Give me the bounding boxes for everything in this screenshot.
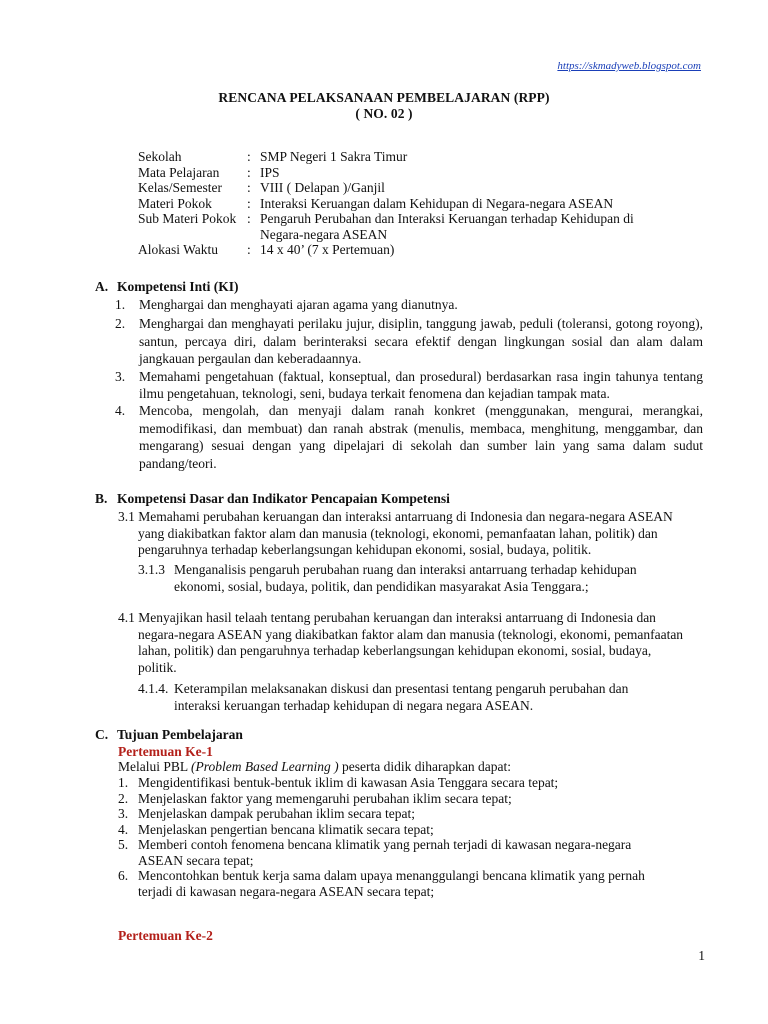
list-text: Menghargai dan menghayati perilaku jujur, disiplin, tanggung jawab, peduli (toleransi, gotong royong), santun, percaya diri, dalam berinteraksi secara efektif dengan lingkungan sosial dan alam dalam jangkauan pergaulan dan keberadaannya.: [139, 316, 703, 367]
list-item: [118, 822, 678, 838]
meeting-1-heading: Pertemuan Ke-1: [118, 744, 213, 759]
indicator-text: [174, 562, 637, 595]
list-text: Mengidentifikasi bentuk-bentuk iklim di kawasan Asia Tenggara secara tepat;: [138, 775, 559, 790]
list-item: [115, 402, 703, 472]
list-text: Mencontohkan bentuk kerja sama dalam upaya menanggulangi bencana klimatik yang pernah terjadi di kawasan negara-negara ASEAN secara tepat;: [138, 868, 645, 899]
section-title: Kompetensi Dasar dan Indikator Pencapaian Kompetensi: [117, 491, 450, 506]
indicator-number: 3.1.3: [138, 562, 165, 577]
list-text: Menjelaskan pengertian bencana klimatik secara tepat;: [138, 821, 434, 837]
list-item: [115, 315, 703, 367]
info-separator: :: [247, 242, 251, 257]
info-row: [138, 149, 660, 165]
list-item: [115, 368, 703, 403]
section-letter: C.: [95, 727, 109, 742]
indicator-3-1-3: [138, 562, 698, 595]
kd-line: 4.1 Menyajikan hasil telaah tentang perubahan keruangan dan interaksi antarruang di Indonesia dan: [118, 610, 656, 625]
info-row: [138, 180, 660, 196]
list-number: 4.: [115, 403, 126, 419]
info-label: Mata Pelajaran: [138, 164, 220, 180]
intro-method: (Problem Based Learning ): [191, 759, 339, 774]
indicator-line: Menganalisis pengaruh perubahan ruang dan interaksi antarruang terhadap kehidupan: [174, 562, 637, 577]
kd-continuation: yang diakibatkan faktor alam dan manusia (teknologi, ekonomi, pemanfaatan lahan, politik) dan pengaruhnya terhadap keberlangsungan kehidupan ekonomi, sosial, budaya, politik.: [138, 525, 658, 557]
learning-intro: [118, 759, 511, 775]
info-value: VIII ( Delapan )/Ganjil: [260, 180, 385, 195]
indicator-4-1-4: [138, 681, 698, 714]
list-text: Menghargai dan menghayati ajaran agama yang dianutnya.: [139, 297, 458, 312]
indicator-line: Keterampilan melaksanakan diskusi dan presentasi tentang pengaruh perubahan dan: [174, 681, 629, 696]
list-number: 5.: [118, 837, 129, 852]
info-label: Sub Materi Pokok: [138, 211, 237, 226]
section-c-heading: [95, 727, 243, 743]
learning-objectives-list: [118, 775, 678, 899]
list-text: Memahami pengetahuan (faktual, konseptual, dan prosedural) berdasarkan rasa ingin tahunya tentang ilmu pengetahuan, teknologi, seni, budaya terkait fenomena dan kejadian tampak mata.: [139, 368, 703, 402]
page-number: 1: [698, 948, 705, 963]
list-item: [118, 775, 678, 791]
info-separator: :: [247, 180, 251, 195]
list-text: Menjelaskan faktor yang memengaruhi perubahan iklim secara tepat;: [138, 790, 512, 806]
info-separator: :: [247, 195, 251, 211]
intro-suffix: peserta didik diharapkan dapat:: [338, 759, 512, 774]
basic-competence-3-1: [118, 509, 718, 559]
indicator-line: ekonomi, sosial, budaya, politik, dan pendidikan masyarakat Asia Tenggara.;: [174, 578, 589, 594]
list-number: 6.: [118, 868, 129, 883]
info-value: Pengaruh Perubahan dan Interaksi Keruangan terhadap Kehidupan di Negara-negara ASEAN: [260, 211, 634, 242]
info-row: [138, 242, 660, 258]
identity-table: [138, 149, 660, 258]
kd-line: 3.1 Memahami perubahan keruangan dan interaksi antarruang di Indonesia dan negara-negara ASEAN: [118, 509, 673, 524]
basic-competence-4-1: [118, 610, 718, 676]
section-b-heading: [95, 491, 450, 507]
info-value: IPS: [260, 164, 280, 180]
list-item: [118, 806, 678, 822]
list-number: 1.: [115, 297, 126, 312]
intro-prefix: Melalui PBL: [118, 759, 191, 774]
info-separator: :: [247, 149, 251, 164]
info-value: 14 x 40’ (7 x Pertemuan): [260, 242, 395, 257]
list-text: Mencoba, mengolah, dan menyaji dalam ranah konkret (menggunakan, mengurai, merangkai, memodifikasi, dan membuat) dan ranah abstrak (menulis, membaca, menghitung, menggambar, dan mengarang) sesuai dengan yang dipelajari di sekolah dan sumber lain yang sama dalam sudut pandang/teori.: [139, 403, 703, 471]
info-label: Kelas/Semester: [138, 180, 222, 195]
section-title: Tujuan Pembelajaran: [117, 727, 243, 742]
list-text: Menjelaskan dampak perubahan iklim secara tepat;: [138, 806, 416, 821]
document-title: RENCANA PELAKSANAAN PEMBELAJARAN (RPP): [218, 90, 550, 105]
list-item: [118, 868, 678, 899]
list-number: 2.: [115, 316, 126, 332]
document-number: ( NO. 02 ): [355, 106, 413, 121]
info-label: Alokasi Waktu: [138, 242, 219, 257]
list-number: 1.: [118, 775, 129, 790]
indicator-line: interaksi keruangan terhadap kehidupan di negara negara ASEAN.: [174, 697, 534, 713]
list-text: Memberi contoh fenomena bencana klimatik yang pernah terjadi di kawasan negara-negara ASEAN secara tepat;: [138, 837, 632, 868]
list-number: 4.: [118, 821, 129, 837]
section-letter: B.: [95, 491, 108, 506]
indicator-text: [174, 681, 628, 714]
info-value: SMP Negeri 1 Sakra Timur: [260, 149, 408, 164]
section-a-heading: [95, 279, 239, 295]
indicator-number: 4.1.4.: [138, 681, 169, 696]
list-item: [118, 837, 678, 868]
info-row: [138, 165, 660, 181]
info-label: Sekolah: [138, 149, 182, 164]
info-row: [138, 196, 660, 212]
list-item: [118, 791, 678, 807]
list-number: 3.: [115, 368, 126, 384]
info-label: Materi Pokok: [138, 195, 212, 211]
list-item: [115, 296, 703, 313]
info-value: Interaksi Keruangan dalam Kehidupan di Negara-negara ASEAN: [260, 195, 614, 211]
info-row: [138, 211, 660, 242]
list-number: 2.: [118, 790, 129, 806]
section-title: Kompetensi Inti (KI): [117, 279, 239, 294]
section-letter: A.: [95, 279, 109, 294]
list-number: 3.: [118, 806, 129, 821]
blog-url-link[interactable]: https://skmadyweb.blogspot.com: [557, 60, 701, 72]
meeting-2-heading: Pertemuan Ke-2: [118, 928, 213, 943]
kd-continuation: negara-negara ASEAN yang diakibatkan faktor alam dan manusia (teknologi, ekonomi, pemanfaatan lahan, politik) dan pengaruhnya terhadap keberlangsungan kehidupan ekonomi, sosial, budaya, politik.: [138, 626, 684, 675]
core-competence-list: [115, 296, 703, 472]
info-separator: :: [247, 211, 251, 226]
info-separator: :: [247, 164, 251, 180]
